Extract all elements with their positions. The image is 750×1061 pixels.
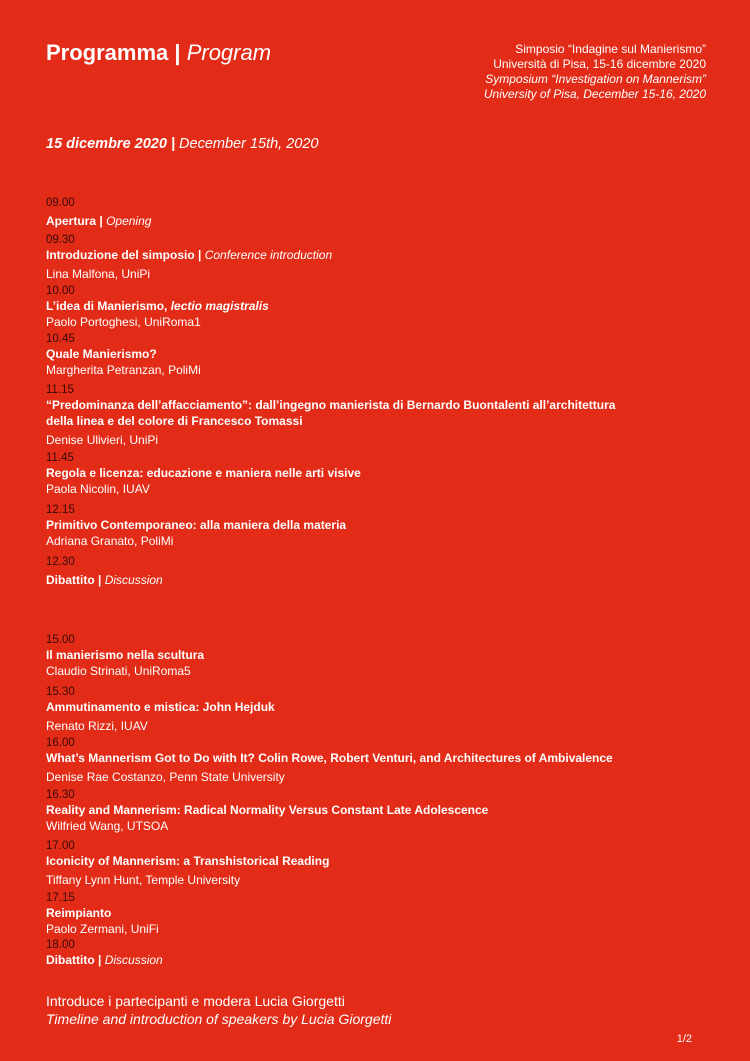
- speaker: Adriana Granato, PoliMi: [46, 534, 174, 548]
- date-italian: 15 dicembre 2020: [46, 136, 167, 152]
- speaker: Claudio Strinati, UniRoma5: [46, 664, 191, 678]
- schedule-item: [46, 788, 488, 834]
- session-title: Iconicity of Mannerism: a Transhistorical Reading: [46, 854, 330, 868]
- session-title: Ammutinamento e mistica: John Hejduk: [46, 700, 275, 714]
- speaker: Paolo Zermani, UniFi: [46, 922, 159, 936]
- time: 18.00: [46, 939, 75, 951]
- time: 11.15: [46, 384, 74, 396]
- time: 10.45: [46, 333, 75, 345]
- schedule-item: [46, 503, 346, 549]
- time: 09.30: [46, 234, 75, 246]
- schedule-item: [46, 233, 332, 282]
- title-italian: Programma: [46, 40, 169, 65]
- schedule-item: [46, 332, 201, 378]
- schedule-item: [46, 685, 275, 734]
- schedule-item: [46, 196, 151, 229]
- time: 09.00: [46, 197, 75, 209]
- symposium-name-en: Symposium “Investigation on Mannerism”: [485, 72, 706, 86]
- time: 16.00: [46, 737, 75, 749]
- session-title: Reality and Mannerism: Radical Normality Versus Constant Late Adolescence: [46, 803, 489, 817]
- date-english: December 15th, 2020: [179, 136, 319, 152]
- schedule-item: [46, 736, 613, 785]
- time: 15.30: [46, 686, 75, 698]
- symposium-info: [484, 42, 706, 102]
- page-title: [46, 40, 271, 66]
- schedule-item: [46, 633, 204, 679]
- university-en: University of Pisa, December 15-16, 2020: [483, 87, 706, 101]
- session-title: Dibattito | Discussion: [46, 573, 163, 587]
- time: 12.15: [46, 504, 75, 516]
- session-title: Dibattito | Discussion: [46, 953, 163, 967]
- time: 17.15: [46, 892, 75, 904]
- title-english: Program: [186, 40, 272, 65]
- session-title: L’idea di Manierismo, lectio magistralis: [46, 299, 269, 313]
- speaker: Margherita Petranzan, PoliMi: [46, 363, 201, 377]
- moderator-note-it: Introduce i partecipanti e modera Lucia Giorgetti: [46, 993, 345, 1009]
- date-separator: |: [170, 136, 176, 152]
- schedule-item: [46, 383, 615, 448]
- speaker: Paolo Portoghesi, UniRoma1: [46, 315, 201, 329]
- time: 12.30: [46, 556, 75, 568]
- moderator-note-en: Timeline and introduction of speakers by Lucia Giorgetti: [46, 1011, 392, 1027]
- session-title: Introduzione del simposio | Conference introduction: [46, 248, 333, 262]
- speaker: Renato Rizzi, IUAV: [46, 719, 148, 733]
- university-it: Università di Pisa, 15-16 dicembre 2020: [493, 57, 706, 71]
- speaker: Paola Nicolin, IUAV: [46, 482, 150, 496]
- schedule-item: [46, 891, 159, 937]
- session-title-line1: “Predominanza dell’affacciamento”: dall’ingegno manierista di Bernardo Buontalenti all’architettura: [46, 398, 616, 412]
- symposium-name-it: Simposio “Indagine sul Manierismo”: [515, 42, 706, 56]
- time: 16.30: [46, 789, 75, 801]
- speaker: Denise Rae Costanzo, Penn State University: [46, 770, 285, 784]
- speaker: Lina Malfona, UniPi: [46, 267, 151, 281]
- time: 15.00: [46, 634, 75, 646]
- session-title: What’s Mannerism Got to Do with It? Colin Rowe, Robert Venturi, and Architectures of Ambivalence: [46, 751, 613, 765]
- speaker: Wilfried Wang, UTSOA: [46, 819, 169, 833]
- schedule-item: [46, 451, 361, 497]
- title-separator: |: [174, 40, 181, 65]
- session-title: Reimpianto: [46, 906, 112, 920]
- schedule-item: [46, 284, 269, 330]
- time: 11.45: [46, 452, 74, 464]
- session-title: Il manierismo nella scultura: [46, 648, 205, 662]
- session-title: Quale Manierismo?: [46, 347, 157, 361]
- schedule-item: [46, 938, 163, 968]
- moderator-note: [46, 992, 391, 1028]
- schedule-item: [46, 839, 329, 888]
- session-title: Primitivo Contemporaneo: alla maniera della materia: [46, 518, 347, 532]
- page-number: 1/2: [676, 1033, 692, 1045]
- speaker: Tiffany Lynn Hunt, Temple University: [46, 873, 241, 887]
- schedule-item: [46, 555, 163, 588]
- session-title: Regola e licenza: educazione e maniera nelle arti visive: [46, 466, 361, 480]
- session-title-line2: della linea e del colore di Francesco Tomassi: [46, 414, 303, 428]
- time: 17.00: [46, 840, 75, 852]
- speaker: Denise Ulivieri, UniPi: [46, 433, 159, 447]
- day-heading: [46, 136, 319, 152]
- session-title: Apertura | Opening: [46, 214, 152, 228]
- time: 10.00: [46, 285, 75, 297]
